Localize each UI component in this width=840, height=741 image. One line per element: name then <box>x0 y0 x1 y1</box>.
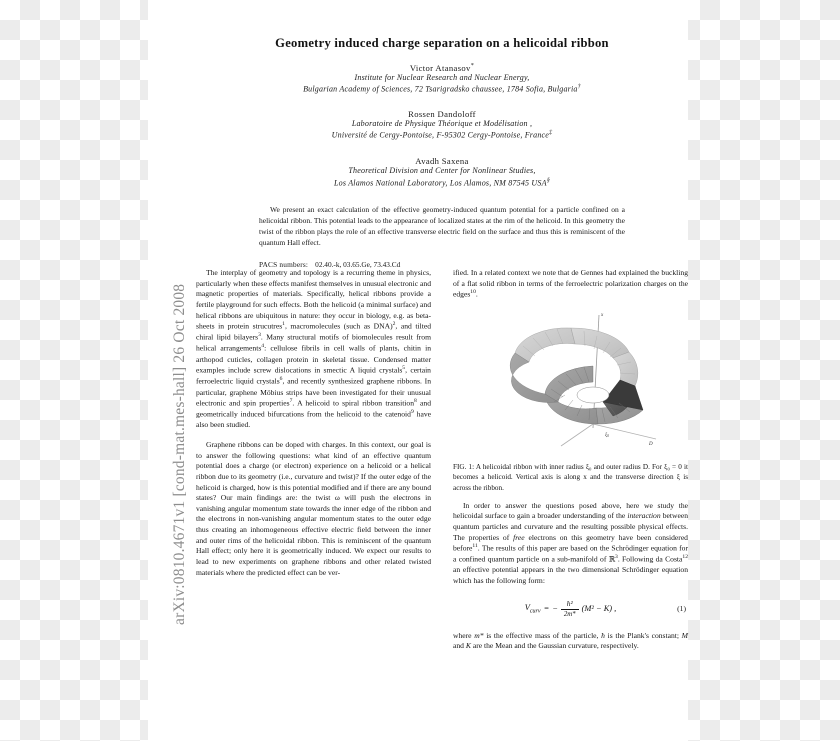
author-name-2-text: Rossen Dandoloff <box>408 108 476 119</box>
figure-1 <box>453 306 688 492</box>
equation-lhs <box>525 603 541 615</box>
page-title: Geometry induced charge separation on a helicoidal ribbon <box>275 36 609 50</box>
author-block-1 <box>196 62 688 96</box>
inner-hole <box>577 387 609 403</box>
lp1-sup-3: 3 <box>258 332 261 339</box>
rp3-e: are the Mean and the Gaussian curvature, respectively. <box>470 641 639 651</box>
rp2-b: between quantum particles and curvature and the resulting possible physical effects. The properties of <box>453 511 688 542</box>
label-outer-radius: D <box>649 442 653 448</box>
affiliation-1-line2-text: Bulgarian Academy of Sciences, 72 Tsarigradsko chaussee, 1784 Sofia, Bulgaria <box>303 85 578 95</box>
arxiv-stamp <box>147 0 188 741</box>
lp1-j: have also been studied. <box>196 409 432 430</box>
rp2-sup-11: 11 <box>472 543 478 550</box>
abstract-text: We present an exact calculation of the effective geometry-induced quantum potential for a particle confined on a helicoidal ribbon. This potential leads to the appearance of localized states at the rim of the helicoid. In this geometry the twist of the ribbon plays the role of an effective transverse electric field on the surface and thus this is reminiscent of the quantum Hall effect. <box>259 205 625 247</box>
ribbon-segment-upper-top <box>571 328 629 358</box>
equation-fraction-bar <box>561 609 579 610</box>
left-paragraph-1 <box>196 268 431 431</box>
lp1-sup-2: 2 <box>392 321 396 328</box>
lp1-f: , certain ferroelectric liquid crystals <box>196 365 431 386</box>
author-affiliation-2 <box>196 119 688 142</box>
rp3-m-star: m* <box>474 630 484 640</box>
rp3-b: is the effective mass of the particle, <box>483 630 602 640</box>
author-1-marker: * <box>470 62 475 69</box>
helicoid-svg <box>453 306 688 456</box>
lp1-g: , and recently synthesized graphene ribbons. In particular, graphene Möbius strips have been investigated for their unusual electronic and spin properties <box>196 376 432 408</box>
affiliation-3-line1: Theoretical Division and Center for Nonlinear Studies, <box>348 166 536 176</box>
affiliation-3-marker: § <box>546 176 550 184</box>
lp1-i: and geometrically induced bifurcations from the helicoid to the catenoid <box>196 398 431 419</box>
lp1-e: : cellulose fibrils in cell walls of plants, chitin in arthopod cuticles, collagen protein in skeletal tissue. Condensed matter examples include screw dislocations in smectic A liquid crystals <box>196 343 431 375</box>
author-name-2 <box>196 109 688 119</box>
lp1-d: . Many structural motifs of biomolecules result from helical arrangements <box>196 332 431 353</box>
rp2-d: . The results of this paper are based on the Schrödinger equation for a confined quantum particle on a sub-manifold of ℝ <box>453 543 688 564</box>
lp1-h: . A helicoid to spiral ribbon transition <box>292 398 415 408</box>
author-name-3 <box>196 156 688 166</box>
affiliation-1-line1: Institute for Nuclear Research and Nuclear Energy, <box>354 72 530 82</box>
affiliation-2-line1: Laboratoire de Physique Théorique et Modélisation , <box>351 118 533 128</box>
equation-lhs-symbol: V <box>524 602 530 612</box>
rp2-a: In order to answer the questions posed above, here we study the helicoidal surface to gain a broader understanding of the <box>453 500 688 521</box>
rp2-c: electrons on this geometry have been considered before <box>453 532 688 553</box>
pacs-values: 02.40.-k, 03.65.Ge, 73.43.Cd <box>315 259 401 269</box>
equation-denominator: 2m* <box>563 610 576 618</box>
page-content <box>196 0 688 741</box>
right-paragraph-1 <box>453 268 688 300</box>
helicoid-figure-graphic <box>453 306 688 456</box>
ribbon-segment-upper-right <box>613 352 638 386</box>
rp2-sup-3: 3 <box>615 554 618 561</box>
axis-x-label: x <box>601 313 604 319</box>
figure-caption-text: A helicoidal ribbon with inner radius ξ₀ and outer radius D. For ξ₀ = 0 it becomes a helicoid. Vertical axis is along x and the transverse direction ξ is across the ribbon. <box>453 463 688 492</box>
rp2-f: an effective potential appears in the two dimensional Schrödinger equation which has the following form: <box>453 565 688 586</box>
left-paragraph-2: Graphene ribbons can be doped with charges. In this context, our goal is to answer the following questions: what kind of an effective quantum potential does a charge (or electron) experience on a helicoid or a helical ribbon due to its geometry (i.e., curvature and twist)? If the outer edge of the helicoid is charged, how is this potential modified and if there are any bound states? Our main findings are: the twist ω will push the electrons in vanishing angular momentum state towards the inner edge of the ribbon and the electrons in non-vanishing angular momentum states to the outer edge thus creating an inhomogeneous effective electric field between the inner and outer rims of the helicoidal ribbon. This is reminiscent of the quantum Hall effect; only here it is geometrically induced. We expect our results to lead to new experiments on graphene ribbons and other related twisted materials where the predicted effect can be ver- <box>196 440 431 577</box>
pacs-label: PACS numbers: <box>259 259 309 269</box>
rp3-d: and <box>453 641 466 651</box>
label-inner-radius: $\xi_0$ <box>605 433 609 439</box>
lp1-sup-9: 9 <box>410 409 414 416</box>
equation-1 <box>453 596 688 622</box>
left-column <box>196 268 431 658</box>
equation-1-number: (1) <box>677 604 686 614</box>
rp1-sup: 10 <box>470 289 476 296</box>
author-name-1-text: Victor Atanasov <box>409 62 471 73</box>
affiliation-2-marker: ‡ <box>549 129 553 137</box>
right-paragraph-3 <box>453 631 688 652</box>
author-block-2 <box>196 109 688 142</box>
lp1-sup-1: 1 <box>282 321 285 328</box>
lp1-sup-4: 4 <box>261 343 265 350</box>
equation-1-body <box>525 600 617 618</box>
rp2-sup-12: 12 <box>682 554 688 561</box>
equation-fraction <box>561 600 579 618</box>
affiliation-2-line2-text: Université de Cergy-Pontoise, F-95302 Cergy-Pontoise, France <box>331 130 550 140</box>
affiliation-1-marker: † <box>577 83 581 91</box>
author-affiliation-3 <box>196 166 688 189</box>
affiliation-3-line2 <box>196 177 688 189</box>
ribbon-segment-upper-left <box>515 328 575 362</box>
rp3-K: K <box>465 641 471 651</box>
figure-caption <box>453 462 688 492</box>
paper-page <box>148 0 688 741</box>
arxiv-stamp-text: arXiv:0810.4671v1 [cond-mat.mes-hall] 26 Oct 2008 <box>171 283 188 625</box>
author-name-1 <box>196 62 688 73</box>
rp3-M: M <box>681 630 688 640</box>
lp1-b: , macromolecules (such as DNA) <box>284 321 393 331</box>
right-column <box>453 268 688 658</box>
rp1-a: ified. In a related context we note that de Gennes had explained the buckling of a flat solid ribbon in terms of the ferroelectric polarization charges on the edges <box>453 268 688 299</box>
author-name-3-text: Avadh Saxena <box>415 156 469 167</box>
lp1-sup-5: 5 <box>402 365 406 372</box>
author-block-3 <box>196 156 688 189</box>
affiliation-3-line2-text: Los Alamos National Laboratory, Los Alamos, NM 87545 USA <box>333 178 547 188</box>
equation-numerator: ħ² <box>566 598 573 608</box>
right-paragraph-2 <box>453 501 688 587</box>
rp2-italic-interaction: interaction <box>627 511 661 521</box>
equation-minus: − <box>552 604 558 614</box>
abstract <box>259 205 625 249</box>
lp1-sup-8: 8 <box>414 398 417 405</box>
rp3-a: where <box>453 630 475 640</box>
lp1-sup-7: 7 <box>289 398 293 405</box>
figure-caption-label: FIG. 1: <box>453 463 475 472</box>
rp2-e: . Following da Costa <box>617 554 683 564</box>
equation-equals: = <box>543 604 550 614</box>
equation-lhs-subscript: curv <box>529 608 541 615</box>
lp1-sup-6: 6 <box>279 376 283 383</box>
rp3-hbar: ħ <box>601 630 605 640</box>
affiliation-2-line2 <box>196 129 688 141</box>
axis-left-line <box>561 424 593 446</box>
equation-rhs: (M² − K) , <box>581 604 617 614</box>
author-affiliation-1 <box>196 73 688 96</box>
lp1-a: The interplay of geometry and topology is a recurring theme in physics, particularly when these effects manifest themselves in unusual electronic and magnetic properties of materials. Specifically, helical ribbons provide a fertile playground for such effects. Both the helicoid (a minimal surface) and helical ribbons are ubiquitous in nature: they occur in biology, e.g. as beta-sheets in protein strucutres <box>196 268 431 331</box>
rp2-italic-free: free <box>513 532 525 542</box>
body-columns <box>196 268 688 658</box>
axis-right-line <box>593 424 656 439</box>
lp1-c: , and tilted chiral lipid bilayers <box>196 321 431 342</box>
affiliation-1-line2 <box>196 83 688 95</box>
rp3-c: is the Plank's constant; <box>604 630 682 640</box>
rp1-end: . <box>475 289 478 299</box>
